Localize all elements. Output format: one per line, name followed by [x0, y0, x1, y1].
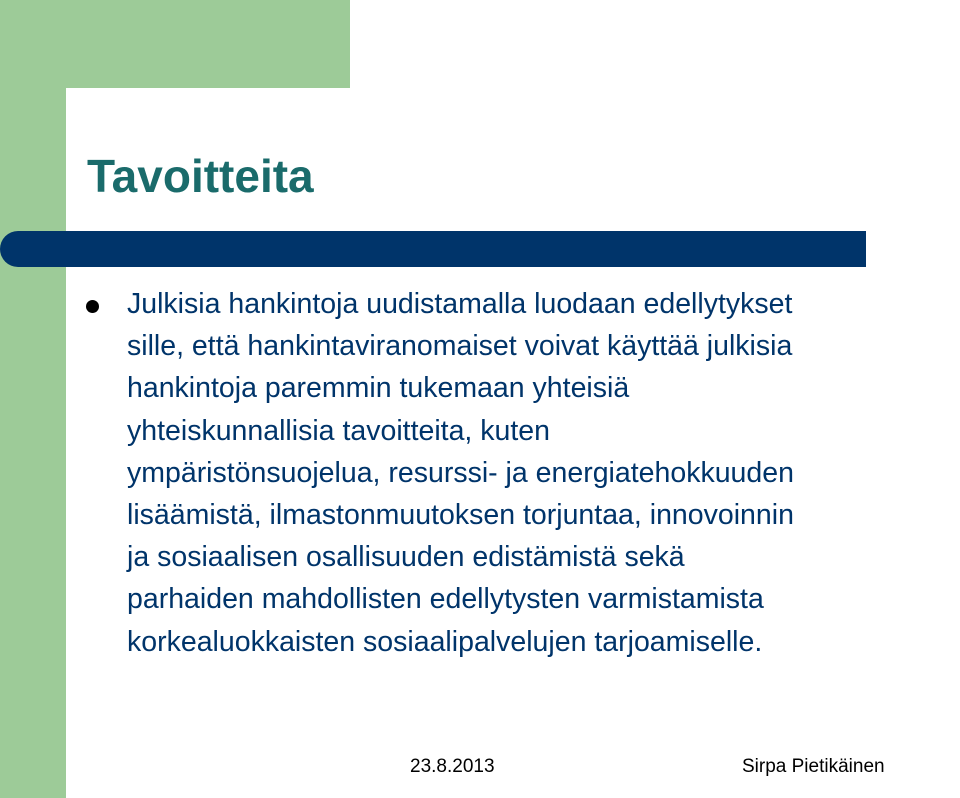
bullet-item: [80, 283, 950, 663]
bullet-text-line: parhaiden mahdollisten edellytysten varmistamista: [127, 583, 764, 616]
bullet-list: [80, 283, 950, 663]
bullet-text-line: sille, että hankintaviranomaiset voivat käyttää julkisia: [127, 330, 793, 363]
bullet-text-line: ympäristönsuojelua, resurssi- ja energiatehokkuuden: [127, 456, 794, 489]
green-side-strip: [0, 0, 66, 798]
bullet-text-line: lisäämistä, ilmastonmuutoksen torjuntaa, innovoinnin: [127, 499, 794, 532]
bullet-text-line: yhteiskunnallisia tavoitteita, kuten: [127, 414, 550, 447]
footer-date: 23.8.2013: [410, 756, 495, 777]
footer-author: Sirpa Pietikäinen: [742, 756, 885, 777]
title-underline-bar: [0, 231, 866, 267]
green-top-band: [0, 0, 350, 88]
bullet-text-line: korkealuokkaisten sosiaalipalvelujen tarjoamiselle.: [127, 625, 763, 658]
slide-title: Tavoitteita: [87, 150, 314, 202]
bullet-text-line: ja sosiaalisen osallisuuden edistämistä sekä: [127, 541, 685, 574]
bullet-text-line: Julkisia hankintoja uudistamalla luodaan edellytykset: [127, 288, 793, 320]
bullet-text-line: hankintoja paremmin tukemaan yhteisiä: [127, 372, 630, 405]
bullet-dot-icon: [86, 300, 99, 313]
